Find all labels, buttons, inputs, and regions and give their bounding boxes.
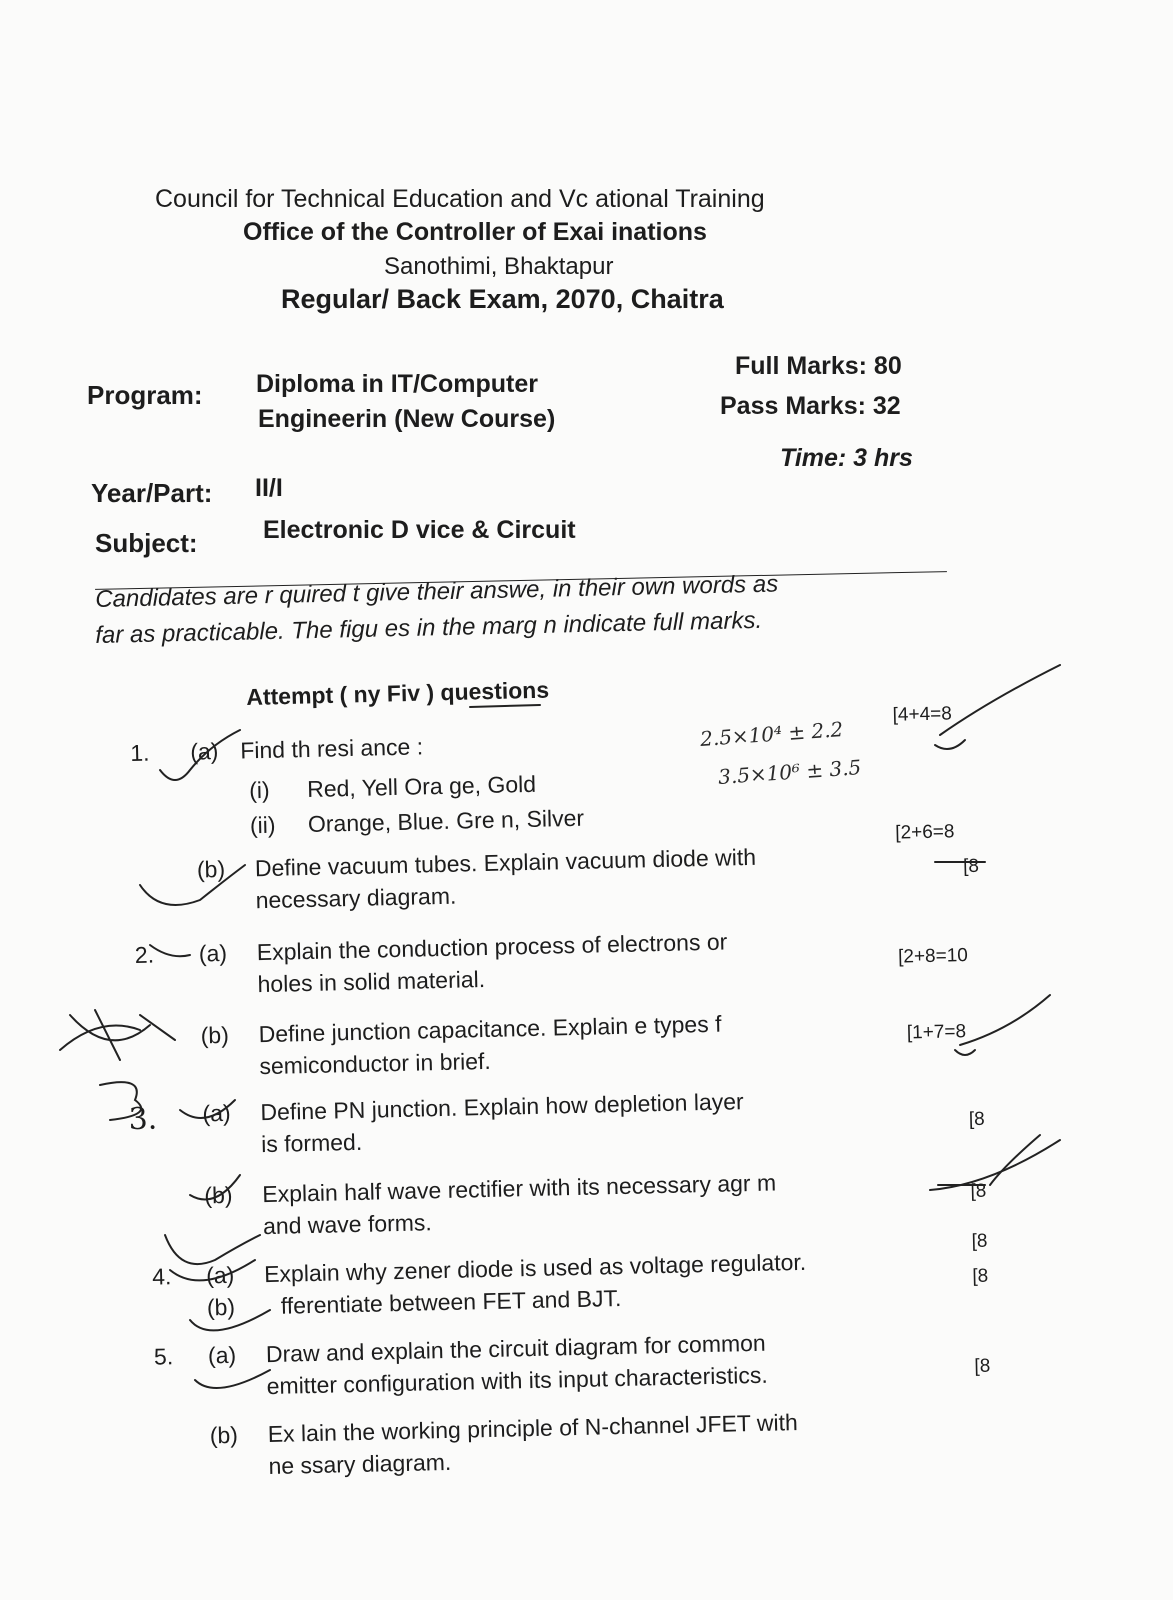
question-part: (b): [204, 1181, 233, 1209]
question-text: Ex lain the working principle of N-channel JFET with: [267, 1409, 799, 1448]
question-part: (ii): [249, 811, 276, 839]
question-text: Orange, Blue. Gre n, Silver: [307, 804, 585, 837]
question-part: (b): [209, 1421, 239, 1449]
tick-mark: [955, 1050, 975, 1055]
question-text: Draw and explain the circuit diagram for common: [265, 1329, 766, 1368]
question-marks: [8: [962, 855, 980, 878]
question-marks: [8: [974, 1355, 991, 1378]
tick-mark: [140, 865, 245, 905]
tick-mark: [990, 1135, 1040, 1185]
question-marks: [8: [972, 1265, 989, 1288]
question-text: Explain half wave rectifier with its necessary agr m: [262, 1169, 777, 1208]
tick-mark: [935, 740, 965, 749]
question-number: 4.: [151, 1263, 172, 1290]
question-marks: [1+7=8: [906, 1021, 967, 1044]
question-text: is formed.: [260, 1128, 363, 1158]
tick-mark: [960, 995, 1050, 1045]
question-marks: [8: [971, 1230, 988, 1253]
question-number: 2.: [134, 941, 155, 968]
attempt-instruction: Attempt ( ny Fiv ) questions: [246, 676, 550, 710]
question-part: (b): [206, 1293, 236, 1321]
question-text: emitter configuration with its input characteristics.: [266, 1361, 768, 1400]
full-marks: Full Marks: 80: [735, 352, 902, 380]
office-name: Office of the Controller of Exai inations: [243, 218, 707, 246]
question-text: Define junction capacitance. Explain e types f: [258, 1010, 722, 1048]
instruction-line-1: Candidates are r quired t give their answe, in their own words as: [95, 570, 779, 613]
question-part: (i): [248, 776, 270, 804]
year-part-label: Year/Part:: [91, 478, 213, 508]
instruction-line-2: far as practicable. The figu es in the marg n indicate full marks.: [95, 606, 763, 649]
question-part: (a): [189, 738, 219, 765]
question-marks: [8: [970, 1180, 987, 1203]
question-text: ne ssary diagram.: [268, 1448, 452, 1480]
question-part: (a): [198, 939, 228, 967]
cross-out: [60, 1010, 175, 1060]
question-number: 1.: [130, 739, 150, 766]
handwritten-calculation: 3.5×10⁶ ± 3.5: [717, 755, 862, 789]
pass-marks: Pass Marks: 32: [720, 392, 901, 420]
question-part: (a): [202, 1099, 231, 1127]
question-text: and wave forms.: [262, 1209, 433, 1240]
question-text: Explain why zener diode is used as voltage regulator.: [263, 1248, 807, 1288]
question-text: Explain the conduction process of electrons or: [256, 928, 728, 966]
question-marks: [2+6=8: [895, 821, 955, 844]
tick-mark: [165, 1235, 260, 1264]
program-label: Program:: [87, 380, 203, 410]
program-line2: Engineerin (New Course): [258, 405, 556, 433]
question-marks: [8: [968, 1108, 985, 1131]
exam-title: Regular/ Back Exam, 2070, Chaitra: [281, 284, 724, 314]
question-part: (b): [200, 1021, 230, 1049]
question-marks: [2+8=10: [897, 945, 969, 968]
subject-value: Electronic D vice & Circuit: [263, 516, 576, 544]
question-number: 5.: [153, 1343, 174, 1370]
tick-mark: [930, 1140, 1060, 1190]
question-text: fferentiate between FET and BJT.: [280, 1285, 622, 1319]
question-part: (a): [207, 1341, 237, 1369]
tick-mark: [195, 1370, 270, 1388]
underline: [470, 705, 540, 707]
tick-mark: [940, 665, 1060, 735]
question-number: 3.: [128, 1101, 158, 1138]
question-text: semiconductor in brief.: [259, 1047, 492, 1080]
program-line1: Diploma in IT/Computer: [256, 370, 538, 398]
question-text: Define vacuum tubes. Explain vacuum diode with: [254, 843, 757, 882]
tick-mark: [150, 945, 190, 956]
year-part-value: II/I: [255, 474, 283, 502]
office-location: Sanothimi, Bhaktapur: [384, 253, 614, 280]
question-part: (a): [205, 1261, 235, 1289]
subject-label: Subject:: [95, 528, 198, 558]
question-text: Find th resi ance :: [239, 733, 424, 764]
handwritten-calculation: 2.5×10⁴ ± 2.2: [699, 717, 844, 751]
exam-time: Time: 3 hrs: [780, 444, 913, 472]
question-marks: [4+4=8: [892, 703, 953, 726]
question-text: necessary diagram.: [255, 882, 457, 914]
question-part: (b): [196, 855, 226, 883]
council-name: Council for Technical Education and Vc ational Training: [155, 185, 765, 213]
question-text: Define PN junction. Explain how depletion layer: [260, 1088, 744, 1126]
question-text: Red, Yell Ora ge, Gold: [306, 770, 537, 802]
question-text: holes in solid material.: [257, 966, 486, 998]
